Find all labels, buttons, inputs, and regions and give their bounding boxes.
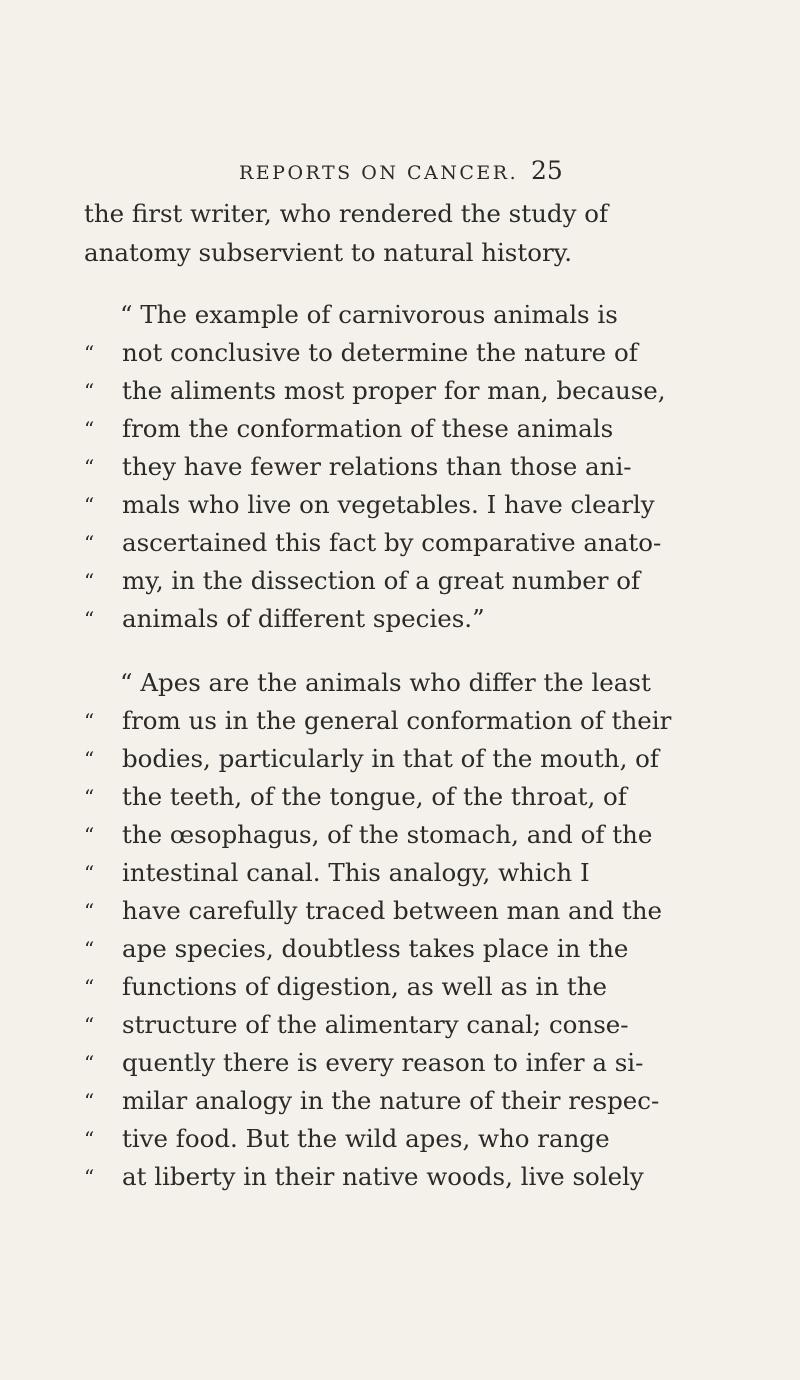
text-line [0,970,800,1004]
quote-mark: “ [84,823,95,847]
line-text: “ The example of carnivorous animals is [120,300,618,329]
line-text: the œsophagus, of the stomach, and of the [122,820,653,849]
line-text: from the conformation of these animals [122,414,614,443]
quote-mark: “ [84,861,95,885]
line-text: ape species, doubtless takes place in the [122,934,629,963]
line-text: my, in the dissection of a great number of [122,566,641,595]
line-text: bodies, particularly in that of the mouth, of [122,744,659,773]
text-line [0,1008,800,1042]
quote-mark: “ [84,937,95,961]
text-line [0,236,800,270]
text-line [0,197,800,231]
text-line [0,374,800,408]
text-line [0,666,800,700]
line-text: the teeth, of the tongue, of the throat, of [122,782,627,811]
running-head: REPORTS ON CANCER. [239,162,519,184]
line-text: the first writer, who rendered the study of [84,199,609,228]
quote-mark: “ [84,341,95,365]
page-number: 25 [531,156,563,185]
text-line [0,1122,800,1156]
quote-mark: “ [84,1165,95,1189]
line-text: they have fewer relations than those ani- [122,452,632,481]
text-line [0,336,800,370]
line-text: “ Apes are the animals who differ the least [120,668,651,697]
text-line [0,1084,800,1118]
text-line [0,1046,800,1080]
text-line [0,488,800,522]
quote-mark: “ [84,379,95,403]
line-text: from us in the general conformation of their [122,706,672,735]
text-line [0,742,800,776]
quote-mark: “ [84,569,95,593]
line-text: have carefully traced between man and the [122,896,663,925]
text-line [0,412,800,446]
text-line [0,932,800,966]
text-line [0,298,800,332]
page-header [0,156,800,196]
quote-mark: “ [84,1051,95,1075]
quote-mark: “ [84,531,95,555]
quote-mark: “ [84,785,95,809]
text-line [0,704,800,738]
text-line [0,602,800,636]
line-text: quently there is every reason to infer a si- [122,1048,644,1077]
text-line [0,1160,800,1194]
text-line [0,780,800,814]
text-line [0,564,800,598]
text-line [0,818,800,852]
text-line [0,856,800,890]
quote-mark: “ [84,1127,95,1151]
line-text: not conclusive to determine the nature of [122,338,638,367]
quote-mark: “ [84,899,95,923]
line-text: anatomy subservient to natural history. [84,238,573,267]
line-text: at liberty in their native woods, live solely [122,1162,644,1191]
line-text: ascertained this fact by comparative anato- [122,528,662,557]
line-text: animals of different species.” [122,604,485,633]
quote-mark: “ [84,709,95,733]
quote-mark: “ [84,417,95,441]
quote-mark: “ [84,747,95,771]
quote-mark: “ [84,1089,95,1113]
text-line [0,450,800,484]
text-line [0,526,800,560]
text-line [0,894,800,928]
line-text: structure of the alimentary canal; conse- [122,1010,629,1039]
quote-mark: “ [84,975,95,999]
line-text: intestinal canal. This analogy, which I [122,858,590,887]
line-text: functions of digestion, as well as in the [122,972,607,1001]
line-text: tive food. But the wild apes, who range [122,1124,610,1153]
quote-mark: “ [84,493,95,517]
line-text: mals who live on vegetables. I have clearly [122,490,655,519]
quote-mark: “ [84,1013,95,1037]
line-text: the aliments most proper for man, because, [122,376,666,405]
quote-mark: “ [84,607,95,631]
quote-mark: “ [84,455,95,479]
line-text: milar analogy in the nature of their respec- [122,1086,660,1115]
